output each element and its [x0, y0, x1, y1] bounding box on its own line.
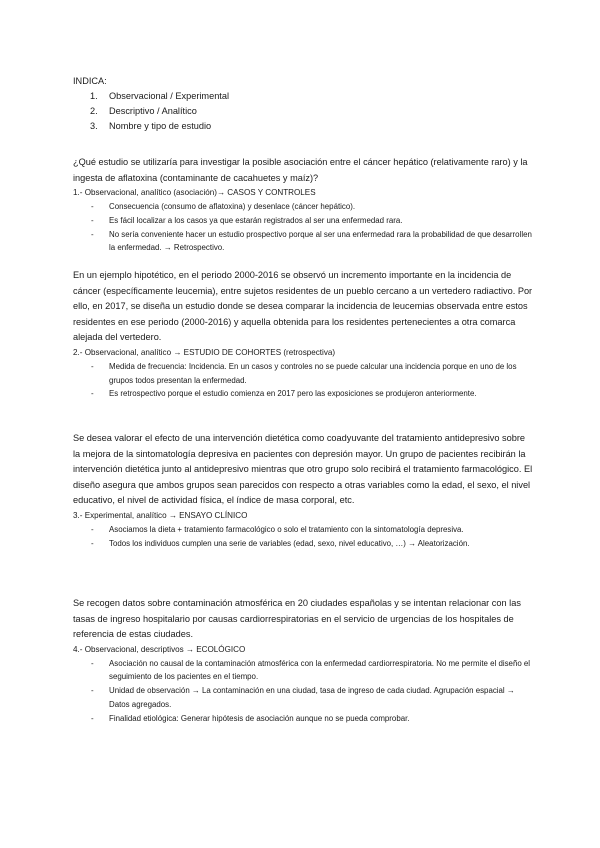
question-1 [73, 155, 533, 255]
question-text: Se desea valorar el efecto de una intervención dietética como coadyuvante del tratamiento antidepresivo sobre la mejora de la sintomatología depresiva en pacientes con depresión mayor. Un grupo de pacientes recibirán la intervención dietética junto al antidepresivo mientras que otro grupo solo recibirá el tratamiento farmacológico. El diseño asegura que ambos grupos sean parecidos con respecto a otras variables como la edad, el sexo, el nivel educativo, el nivel de actividad física, el índice de masa corporal, etc. [73, 433, 533, 506]
bullet-item: - Unidad de observación → La contaminación en una ciudad, tasa de ingreso de cada ciudad. Agrupación espacial → Datos agregados. [73, 684, 533, 712]
bullet-item: - Consecuencia (consumo de aflatoxina) y desenlace (cáncer hepático). [73, 200, 533, 214]
question-text: En un ejemplo hipotético, en el periodo 2000-2016 se observó un incremento importante en la incidencia de cáncer (específicamente leucemia), entre sujetos residentes de un pueblo cercano a un vertedero radiactivo. Por ello, en 2017, se diseña un estudio donde se desea comparar la incidencia de leucemias observada entre estos residentes en ese periodo (2000-2016) y aquella obtenida para los residentes pertenecientes a otra comarca alejada del vertedero. [73, 270, 533, 343]
answer-bullets [73, 360, 533, 401]
indica-list [73, 89, 533, 135]
bullet-item: - Finalidad etiológica: Generar hipótesis de asociación aunque no se pueda comprobar. [73, 712, 533, 726]
indica-item: 2. Descriptivo / Analítico [90, 106, 197, 117]
indica-title: INDICA: [73, 76, 107, 86]
question-3 [73, 431, 533, 550]
bullet-item: - Asociamos la dieta + tratamiento farmacológico o solo el tratamiento con la sintomatología depresiva. [73, 523, 533, 537]
answer-heading: 4.- Observacional, descriptivos → ECOLÓGICO [73, 644, 246, 654]
answer-bullets [73, 200, 533, 255]
indica-item: 1. Observacional / Experimental [90, 91, 230, 101]
bullet-item: - Todos los individuos cumplen una serie de variables (edad, sexo, nivel educativo, …) → Aleatorización. [73, 537, 533, 551]
indica-section [73, 74, 533, 135]
question-4 [73, 596, 533, 726]
answer-bullets [73, 657, 533, 726]
bullet-item: - Es retrospectivo porque el estudio comienza en 2017 pero las exposiciones se produjeron anteriormente. [73, 387, 533, 401]
question-text: ¿Qué estudio se utilizaría para investigar la posible asociación entre el cáncer hepático (relativamente raro) y la ingesta de aflatoxina (contaminante de cacahuetes y maíz)? [73, 157, 528, 183]
bullet-item: - No sería conveniente hacer un estudio prospectivo porque al ser una enfermedad rara la probabilidad de que desarrollen la enfermedad. → Retrospectivo. [73, 228, 533, 256]
answer-heading: 2.- Observacional, analítico → ESTUDIO DE COHORTES (retrospectiva) [73, 347, 336, 357]
question-2 [73, 268, 533, 401]
answer-heading: 3.- Experimental, analítico → ENSAYO CLÍNICO [73, 510, 248, 520]
bullet-item: - Asociación no causal de la contaminación atmosférica con la enfermedad cardiorrespiratoria. No me permite el diseño el seguimiento de los pacientes en el tiempo. [73, 657, 533, 685]
answer-heading: 1.- Observacional, analítico (asociación)→ CASOS Y CONTROLES [73, 188, 316, 198]
bullet-item: - Es fácil localizar a los casos ya que estarán registrados al ser una enfermedad rara. [73, 214, 533, 228]
question-text: Se recogen datos sobre contaminación atmosférica en 20 ciudades españolas y se intentan relacionar con las tasas de ingreso hospitalario por causas cardiorrespiratorias en el servicio de urgencias de los hospitales de referencia de estas ciudades. [73, 598, 521, 640]
answer-bullets [73, 523, 533, 551]
bullet-item: - Medida de frecuencia: Incidencia. En un casos y controles no se puede calcular una incidencia porque en uno de los grupos todos presentan la enfermedad. [73, 360, 533, 388]
indica-item: 3. Nombre y tipo de estudio [90, 121, 212, 132]
